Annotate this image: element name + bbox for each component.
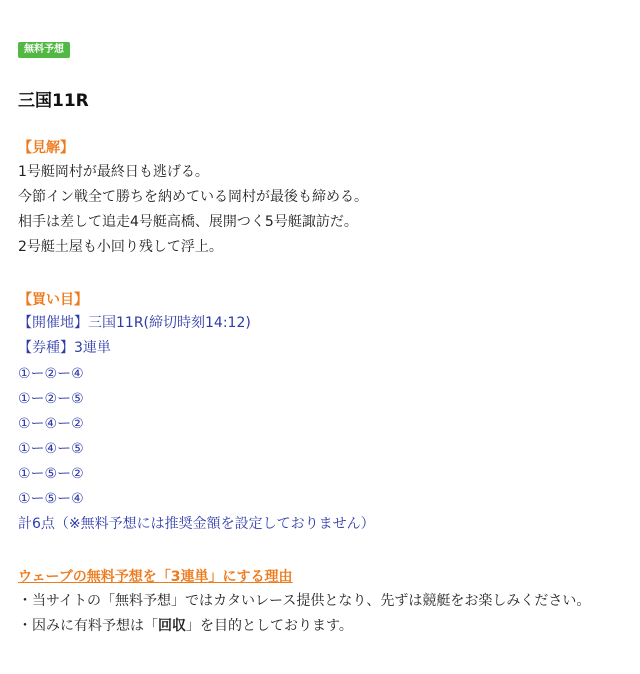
reason-line-2	[18, 616, 353, 636]
combo-line: ①ー⑤ー②	[18, 466, 84, 482]
combo-line: ①ー②ー④	[18, 366, 84, 382]
analysis-line: 今節イン戦全て勝ちを納めている岡村が最後も締める。	[18, 189, 368, 205]
analysis-line: 1号艇岡村が最終日も逃げる。	[18, 164, 209, 180]
reason-line-2-suffix: 」を目的としております。	[186, 618, 353, 634]
venue-line: 【開催地】三国11R(締切時刻14:12)	[18, 315, 251, 331]
analysis-line: 2号艇土屋も小回り残して浮上。	[18, 239, 223, 255]
combo-line: ①ー⑤ー④	[18, 491, 84, 507]
why-trifecta-link[interactable]: ウェーブの無料予想を「3連単」にする理由	[18, 569, 293, 585]
recovery-emphasis: 回収	[158, 618, 186, 634]
race-title: 三国11R	[18, 91, 89, 111]
combo-line: ①ー④ー⑤	[18, 441, 84, 457]
analysis-line: 相手は差して追走4号艇高橋、展開つく5号艇諏訪だ。	[18, 214, 358, 230]
reason-line-2-prefix: ・因みに有料予想は「	[18, 618, 158, 634]
analysis-heading: 【見解】	[18, 140, 74, 156]
picks-heading: 【買い目】	[18, 292, 88, 308]
total-points-line: 計6点（※無料予想には推奨金額を設定しておりません）	[18, 516, 375, 532]
combo-line: ①ー②ー⑤	[18, 391, 84, 407]
free-prediction-badge: 無料予想	[18, 42, 70, 58]
combo-line: ①ー④ー②	[18, 416, 84, 432]
reason-line-1: ・当サイトの「無料予想」ではカタいレース提供となり、先ずは競艇をお楽しみください。	[18, 593, 591, 609]
ticket-type-line: 【券種】3連単	[18, 340, 111, 356]
